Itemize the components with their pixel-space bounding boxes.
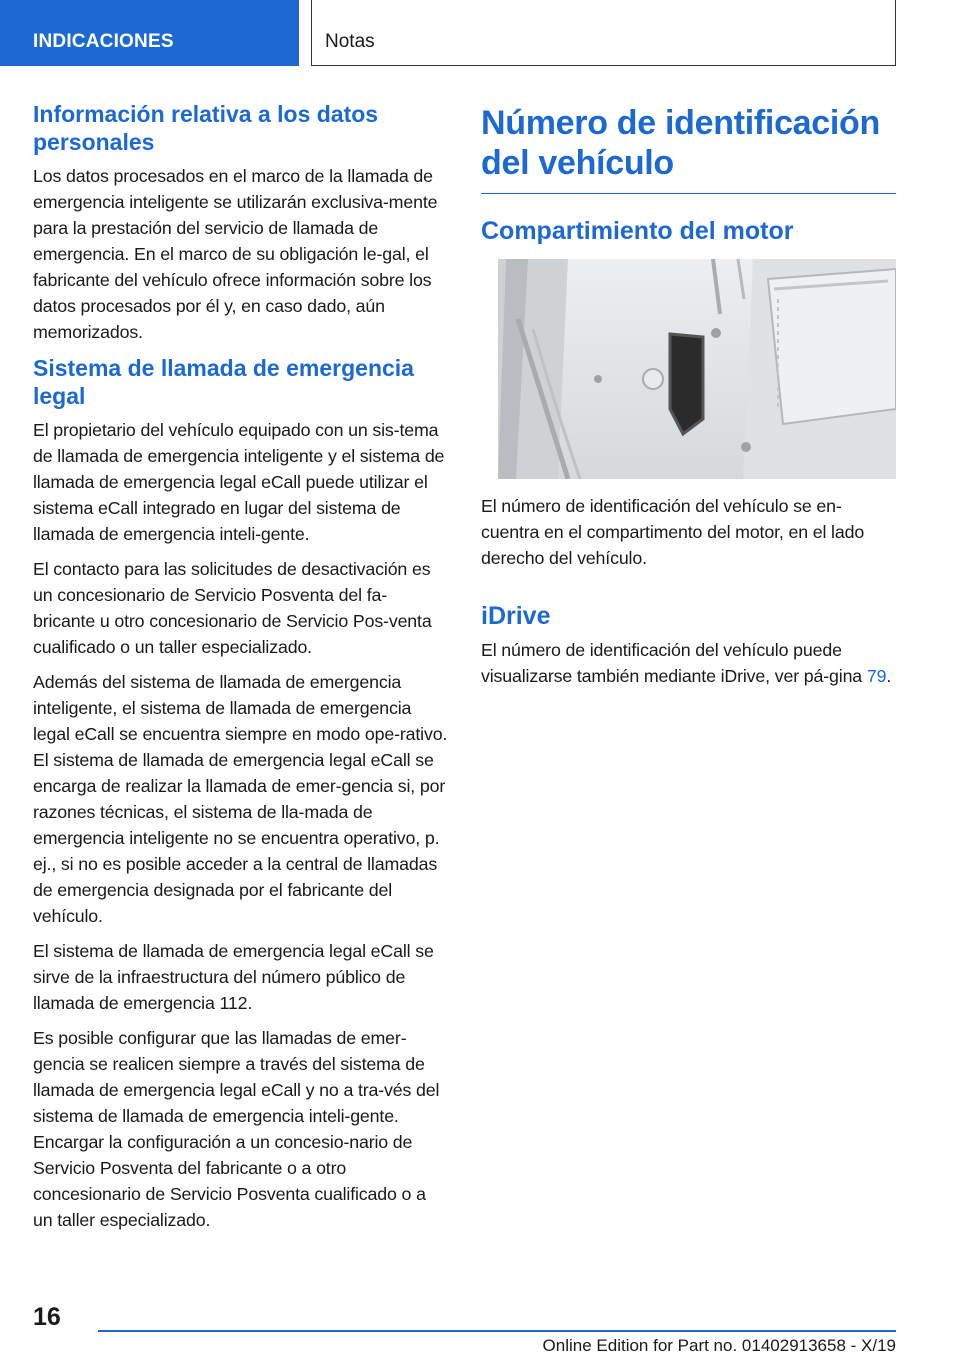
paragraph: Además del sistema de llamada de emergencia inteligente, el sistema de llamada de emergencia legal eCall se encuentra siempre en modo ope-rativo. El sistema de llamada de emergencia legal eCall se encarga de realizar la llamada de emer-gencia si, por razones técnicas, el sistema de lla-mada de emergencia inteligente no se encuentra operativo, p. ej., si no es posible acceder a la central de llamadas de emergencia designada por el fabricante del vehículo. [33,672,448,926]
paragraph: Es posible configurar que las llamadas de emer-gencia se realicen siempre a través del sistema de llamada de emergencia legal eCall y no a tra-vés del sistema de llamada de emergencia inteli-gente. Encargar la configuración a un concesio-nario de Servicio Posventa del fabricante o a otro concesionario de Servicio Posventa cualificado o a un taller especializado. [33,1028,440,1230]
page-reference-link[interactable]: 79 [866,666,887,686]
paragraph: El contacto para las solicitudes de desactivación es un concesionario de Servicio Posventa del fa-bricante u otro concesionario de Servicio Pos-venta cualificado o un taller especializado. [33,559,432,657]
heading-engine-compartment: Compartimiento del motor [481,217,794,245]
engine-compartment-illustration [498,259,896,479]
paragraph: Los datos procesados en el marco de la llamada de emergencia inteligente se utilizarán exclusiva-mente para la prestación del servicio de llamada de emergencia. En el marco de su obligación le-gal, el fabricante del vehículo ofrece información sobre los datos procesados por él y, en caso dado, aún memorizados. [33,166,438,342]
idrive-text: El número de identificación del vehículo puede visualizarse también mediante iDrive, ver pá-gina [481,640,867,686]
paragraph: El sistema de llamada de emergencia legal eCall se sirve de la infraestructura del número público de llamada de emergencia 112. [33,941,434,1013]
right-column [481,100,896,698]
page-header [0,0,960,66]
heading-idrive: iDrive [481,602,551,630]
page-number: 16 [33,1303,61,1331]
left-column [33,100,448,1242]
section-title: Notas [311,0,896,66]
engine-compartment-photo [498,259,896,479]
heading-legal-emergency-call: Sistema de llamada de emergencia legal [33,355,414,409]
footer-edition: Online Edition for Part no. 01402913658 - X/19 [542,1336,896,1355]
paragraph-engine-vin: El número de identificación del vehículo se en-cuentra en el compartimento del motor, en el lado derecho del vehículo. [481,496,865,568]
footer-divider [98,1330,896,1332]
chapter-tab[interactable]: INDICACIONES [0,0,299,66]
heading-personal-data: Información relativa a los datos personales [33,101,379,155]
idrive-text-end: . [886,666,892,686]
paragraph-idrive-vin [481,637,896,689]
paragraph: El propietario del vehículo equipado con un sis-tema de llamada de emergencia inteligente y el sistema de llamada de emergencia legal eCall puede utilizar el sistema eCall integrado en lugar del sistema de llamada de emergencia inteli-gente. [33,420,445,544]
chapter-heading-vin: Número de identificación del vehículo [481,100,896,194]
